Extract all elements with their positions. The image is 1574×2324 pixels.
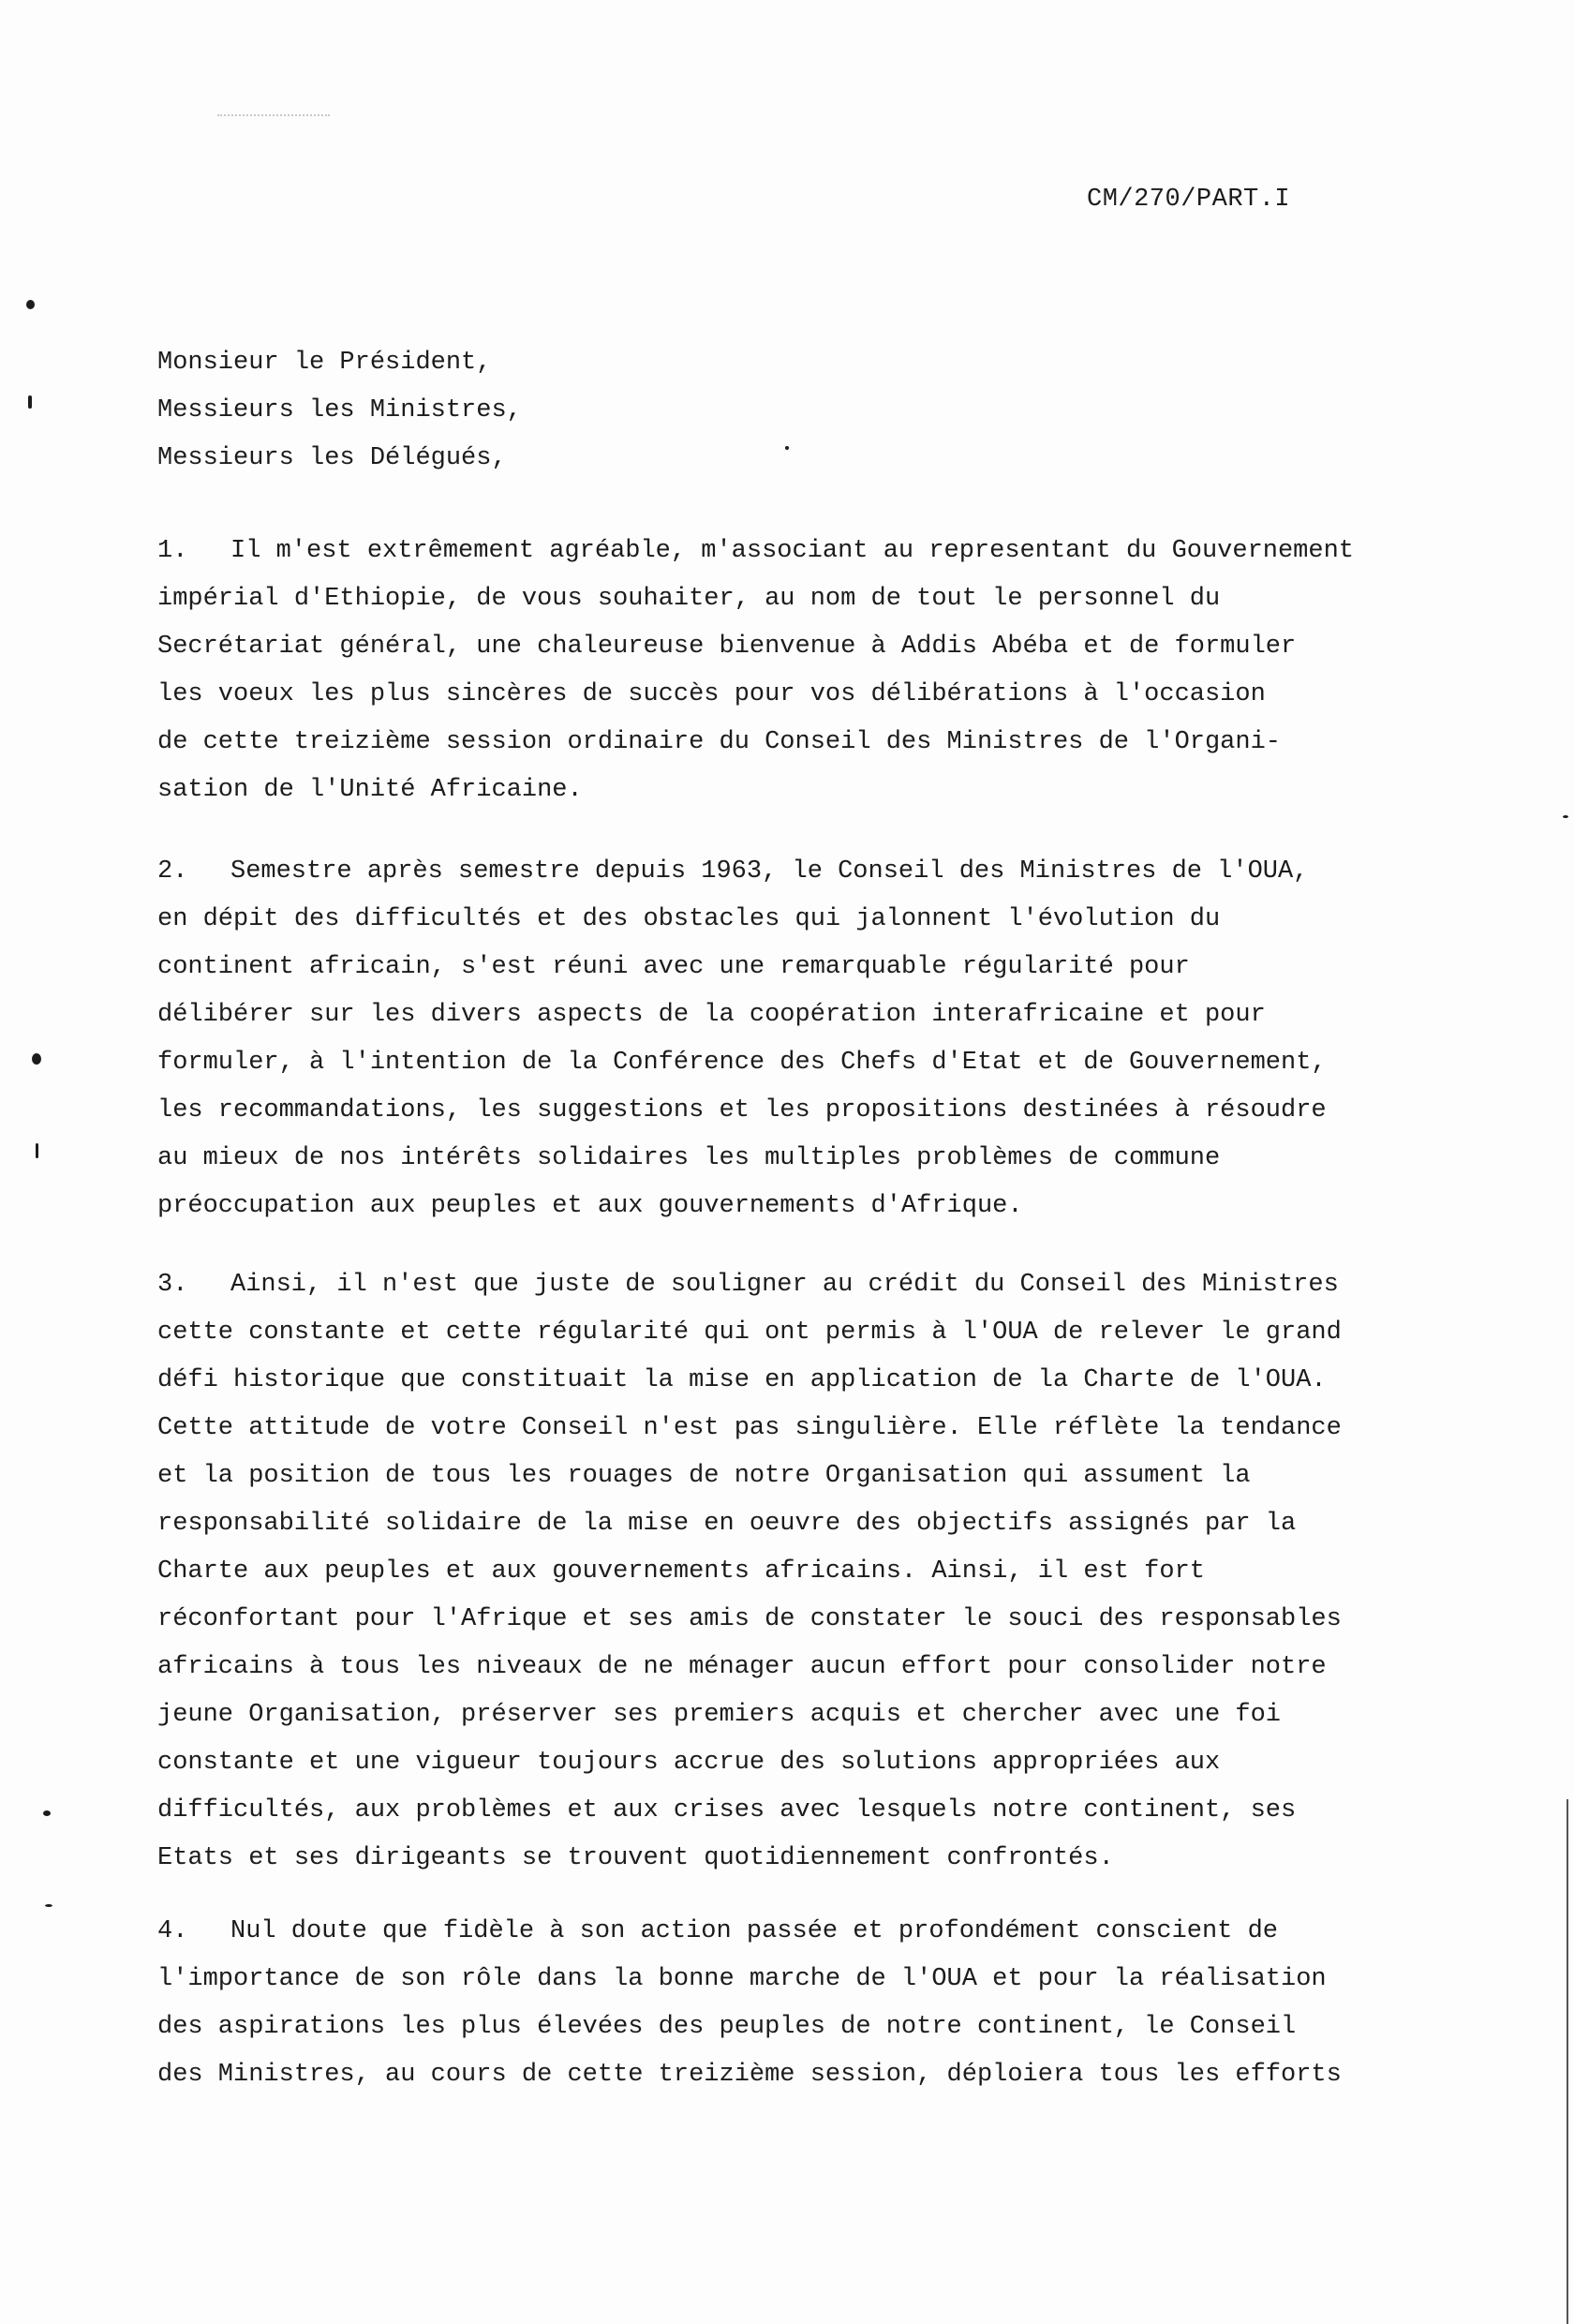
paragraph-text: Ainsi, il n'est que juste de souligner au crédit du Conseil des Ministres — [230, 1271, 1339, 1299]
paragraph-line: Etats et ses dirigeants se trouvent quotidiennement confrontés. — [157, 1844, 1114, 1872]
paragraph-line: des aspirations les plus élevées des peuples de notre continent, le Conseil — [157, 2013, 1297, 2041]
paragraph-line: sation de l'Unité Africaine. — [157, 776, 583, 804]
paragraph-line — [157, 848, 1469, 896]
paragraph-line: délibérer sur les divers aspects de la coopération interafricaine et pour — [157, 1001, 1266, 1029]
paragraph-line: constante et une vigueur toujours accrue des solutions appropriées aux — [157, 1749, 1221, 1777]
paragraph-number: 3. — [157, 1271, 188, 1299]
scan-speck — [43, 1810, 51, 1816]
scan-speck — [36, 1143, 38, 1158]
salutation-line: Messieurs les Ministres, — [157, 396, 522, 425]
page-edge — [1567, 1799, 1574, 2324]
paragraph-line: les voeux les plus sincères de succès pour vos délibérations à l'occasion — [157, 680, 1266, 708]
paragraph-line: défi historique que constituait la mise en application de la Charte de l'OUA. — [157, 1366, 1327, 1394]
salutation — [157, 339, 522, 483]
paragraph-line: les recommandations, les suggestions et les propositions destinées à résoudre — [157, 1096, 1327, 1125]
paragraph-line — [157, 1908, 1469, 1956]
paragraph-4 — [157, 1908, 1469, 2099]
paragraph-text: Il m'est extrêmement agréable, m'associant au representant du Gouvernement — [230, 537, 1354, 565]
paragraph-text: Semestre après semestre depuis 1963, le Conseil des Ministres de l'OUA, — [230, 857, 1309, 886]
salutation-line: Monsieur le Président, — [157, 349, 492, 377]
paragraph-line: africains à tous les niveaux de ne ménager aucun effort pour consolider notre — [157, 1653, 1327, 1681]
paragraph-line: réconfortant pour l'Afrique et ses amis de constater le souci des responsables — [157, 1605, 1342, 1633]
paragraph-line: responsabilité solidaire de la mise en oeuvre des objectifs assignés par la — [157, 1510, 1297, 1538]
paragraph-line: Secrétariat général, une chaleureuse bienvenue à Addis Abéba et de formuler — [157, 633, 1297, 661]
paragraph-line: impérial d'Ethiopie, de vous souhaiter, au nom de tout le personnel du — [157, 585, 1221, 613]
paragraph-line: au mieux de nos intérêts solidaires les multiples problèmes de commune — [157, 1144, 1221, 1172]
paragraph-2 — [157, 848, 1469, 1230]
scan-speck — [785, 446, 789, 450]
paragraph-line: continent africain, s'est réuni avec une remarquable régularité pour — [157, 953, 1190, 981]
paragraph-line — [157, 1261, 1469, 1309]
paragraph-line: et la position de tous les rouages de notre Organisation qui assument la — [157, 1462, 1251, 1490]
paragraph-line: cette constante et cette régularité qui ont permis à l'OUA de relever le grand — [157, 1318, 1342, 1347]
scan-mark — [217, 114, 330, 120]
paragraph-3 — [157, 1261, 1469, 1883]
paragraph-line: en dépit des difficultés et des obstacles qui jalonnent l'évolution du — [157, 905, 1221, 933]
paragraph-line: jeune Organisation, préserver ses premiers acquis et chercher avec une foi — [157, 1701, 1281, 1729]
paragraph-line: préoccupation aux peuples et aux gouvernements d'Afrique. — [157, 1192, 1023, 1220]
scan-speck — [28, 395, 32, 409]
paragraph-line: des Ministres, au cours de cette treizième session, déploiera tous les efforts — [157, 2061, 1342, 2089]
paragraph-number: 2. — [157, 857, 188, 886]
paragraph-line: de cette treizième session ordinaire du Conseil des Ministres de l'Organi- — [157, 728, 1281, 756]
scan-speck — [26, 300, 35, 309]
scan-speck — [45, 1904, 52, 1907]
document-reference: CM/270/PART.I — [1087, 186, 1291, 214]
paragraph-line: Charte aux peuples et aux gouvernements africains. Ainsi, il est fort — [157, 1557, 1205, 1586]
paragraph-line — [157, 528, 1469, 575]
scan-speck — [32, 1053, 41, 1065]
paragraph-line: difficultés, aux problèmes et aux crises avec lesquels notre continent, ses — [157, 1796, 1297, 1825]
paragraph-text: Nul doute que fidèle à son action passée et profondément conscient de — [230, 1917, 1278, 1945]
paragraph-line: Cette attitude de votre Conseil n'est pas singulière. Elle réflète la tendance — [157, 1414, 1342, 1442]
paragraph-line: formuler, à l'intention de la Conférence des Chefs d'Etat et de Gouvernement, — [157, 1049, 1327, 1077]
paragraph-1 — [157, 528, 1469, 814]
paragraph-number: 1. — [157, 537, 188, 565]
scan-speck — [1563, 815, 1568, 818]
paragraph-line: l'importance de son rôle dans la bonne marche de l'OUA et pour la réalisation — [157, 1965, 1327, 1993]
paragraph-number: 4. — [157, 1917, 188, 1945]
salutation-line: Messieurs les Délégués, — [157, 444, 507, 472]
